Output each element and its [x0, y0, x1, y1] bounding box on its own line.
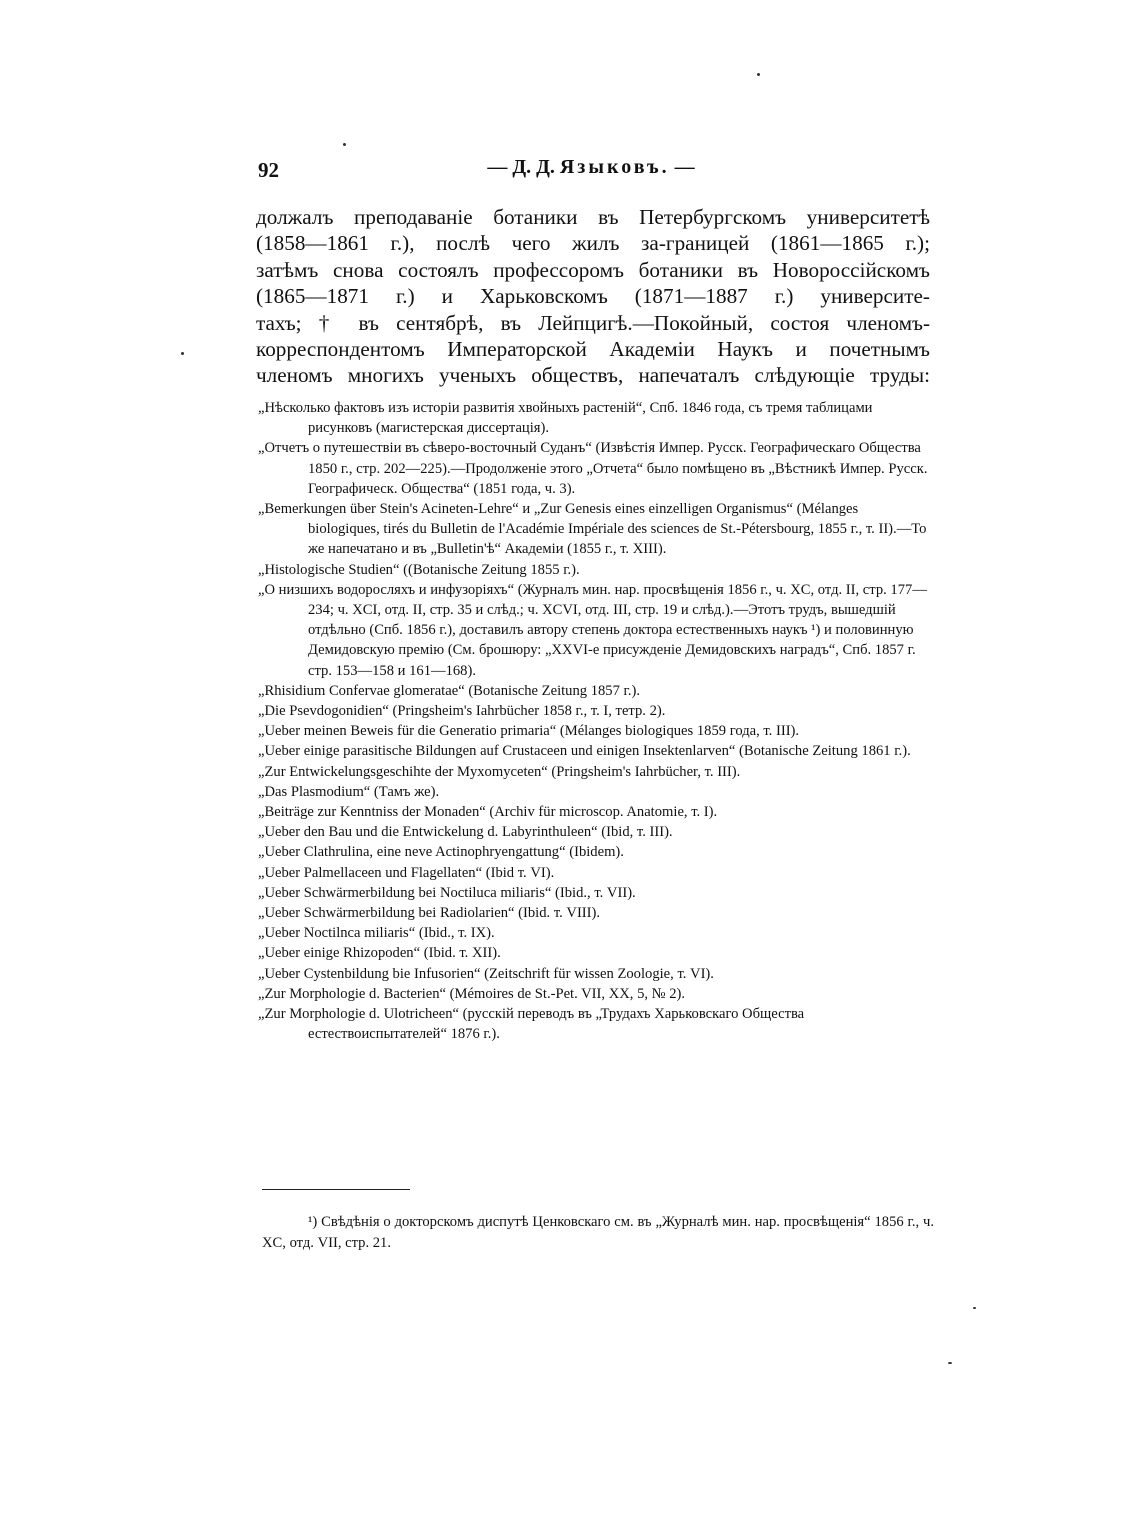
- header-dash-left: —: [487, 156, 508, 178]
- scan-speck: [181, 352, 184, 355]
- page-number: 92: [258, 158, 279, 182]
- body-line: (1865—1871 г.) и Харьковскомъ (1871—1887 г.) университе-: [256, 284, 930, 309]
- footnote: [262, 1212, 934, 1253]
- bibliography-entry: „Das Plasmodium“ (Тамъ же).: [258, 783, 440, 800]
- bibliography-entry: „Отчетъ о путешествіи въ сѣверо-восточный Суданъ“ (Извѣстія Импер. Русск. Географическаго Общества 1850 г., стр. 202—225).—Продолженіе этого „Отчета“ было помѣщено въ „Вѣстникѣ Импер. Русск. Географическ. Общества“ (1851 года, ч. 3).: [258, 440, 928, 497]
- bibliography-entry: „Ueber Schwärmerbildung bei Radiolarien“ (Ibid. т. VIII).: [258, 905, 601, 922]
- footnote-divider: [262, 1189, 410, 1190]
- bibliography-entry: „Ueber einige parasitische Bildungen auf Crustaceen und einigen Insektenlarven“ (Botanische Zeitung 1861 г.).: [258, 743, 911, 760]
- bibliography-entry: „Ueber meinen Beweis für die Generatio primaria“ (Mélanges biologiques 1859 года, т. III).: [258, 723, 800, 740]
- footnote-text: Свѣдѣнія о докторскомъ диспутѣ Ценковскаго см. въ „Журналѣ мин. нар. просвѣщенія“ 1856 г., ч. XC, отд. VII, стр. 21.: [262, 1214, 934, 1251]
- bibliography-entry: „Ueber den Bau und die Entwickelung d. Labyrinthuleen“ (Ibid, т. III).: [258, 824, 673, 841]
- bibliography-entry: „Ueber Schwärmerbildung bei Noctiluca miliaris“ (Ibid., т. VII).: [258, 884, 636, 901]
- bibliography-entry: „Bemerkungen über Stein's Acineten-Lehre“ и „Zur Genesis eines einzelligen Organismus“ (Mélanges biologiques, tirés du Bulletin de l'Académie Impériale des sciences de St.-Pétersbourg, 1855 г., т. II).—То же напечатано и въ „Bulletin'ѣ“ Академіи (1855 г., т. XIII).: [258, 501, 927, 558]
- bibliography-entry: „Die Psevdogonidien“ (Pringsheim's Iahrbücher 1858 г., т. I, тетр. 2).: [258, 703, 666, 720]
- bibliography-entry: „Zur Morphologie d. Ulotricheen“ (русскій переводъ въ „Трудахъ Харьковскаго Общества естествоиспытателей“ 1876 г.).: [258, 1006, 805, 1043]
- header-surname: Языковъ.: [559, 156, 670, 178]
- bibliography-entry: „Zur Morphologie d. Bacterien“ (Mémoires de St.-Pet. VII, XX, 5, № 2).: [258, 985, 686, 1002]
- header-initials: Д. Д.: [512, 156, 555, 178]
- running-header: [0, 156, 1140, 179]
- body-line: членомъ многихъ ученыхъ обществъ, напечаталъ слѣдующіе труды:: [256, 363, 930, 388]
- bibliography-entry: „Нѣсколько фактовъ изъ исторіи развитія хвойныхъ растеній“, Спб. 1846 года, съ тремя таблицами рисунковъ (магистерская диссертація).: [258, 400, 873, 437]
- bibliography-entry: „Ueber Palmellaceen und Flagellaten“ (Ibid т. VI).: [258, 864, 555, 881]
- scan-speck: [343, 143, 346, 146]
- bibliography-entry: „Ueber Noctilnca miliaris“ (Ibid., т. IX).: [258, 925, 495, 942]
- bibliography-entry: „Histologische Studien“ ((Botanische Zeitung 1855 г.).: [258, 561, 580, 578]
- bibliography-entry: „Rhisidium Confervae glomeratae“ (Botanische Zeitung 1857 г.).: [258, 682, 641, 699]
- body-line: (1858—1861 г.), послѣ чего жилъ за-границей (1861—1865 г.);: [256, 231, 930, 256]
- body-line: затѣмъ снова состоялъ профессоромъ ботаники въ Новороссійскомъ: [256, 257, 930, 282]
- body-line: корреспондентомъ Императорской Академіи Наукъ и почетнымъ: [256, 337, 930, 362]
- bibliography-list: [258, 398, 932, 1045]
- header-dash-right: —: [674, 156, 695, 178]
- bibliography-entry: „Ueber Clathrulina, eine neve Actinophryengattung“ (Ibidem).: [258, 844, 624, 861]
- footnote-marker: ¹): [308, 1214, 318, 1230]
- body-paragraph: [256, 204, 930, 389]
- bibliography-entry: „Zur Entwickelungsgeschihte der Myxomyceten“ (Pringsheim's Iahrbücher, т. III).: [258, 763, 741, 780]
- body-line: должалъ преподаваніе ботаники въ Петербургскомъ университетѣ: [256, 205, 930, 229]
- bibliography-entry: „Ueber einige Rhizopoden“ (Ibid. т. XII).: [258, 945, 501, 962]
- scan-speck: [948, 1362, 952, 1364]
- bibliography-entry: „О низшихъ водоросляхъ и инфузоріяхъ“ (Журналъ мин. нар. просвѣщенія 1856 г., ч. XC, отд. II, стр. 177—234; ч. XCI, отд. II, стр. 35 и слѣд.; ч. XCVI, отд. III, стр. 19 и слѣд.).—Этотъ трудъ, вышедшій отдѣльно (Спб. 1856 г.), доставилъ автору степень доктора естественныхъ наукъ ¹) и половинную Демидовскую премію (См. брошюру: „XXVI-е присужденіе Демидовскихъ наградъ“, Спб. 1857 г. стр. 153—158 и 161—168).: [258, 581, 927, 679]
- bibliography-entry: „Ueber Cystenbildung bie Infusorien“ (Zeitschrift für wissen Zoologie, т. VI).: [258, 965, 714, 982]
- body-line: тахъ; † въ сентябрѣ, въ Лейпцигѣ.—Покойный, состоя членомъ-: [256, 310, 930, 335]
- scan-speck: [973, 1307, 976, 1309]
- bibliography-entry: „Beiträge zur Kenntniss der Monaden“ (Archiv für microscop. Anatomie, т. I).: [258, 804, 718, 821]
- scan-speck: [757, 73, 760, 76]
